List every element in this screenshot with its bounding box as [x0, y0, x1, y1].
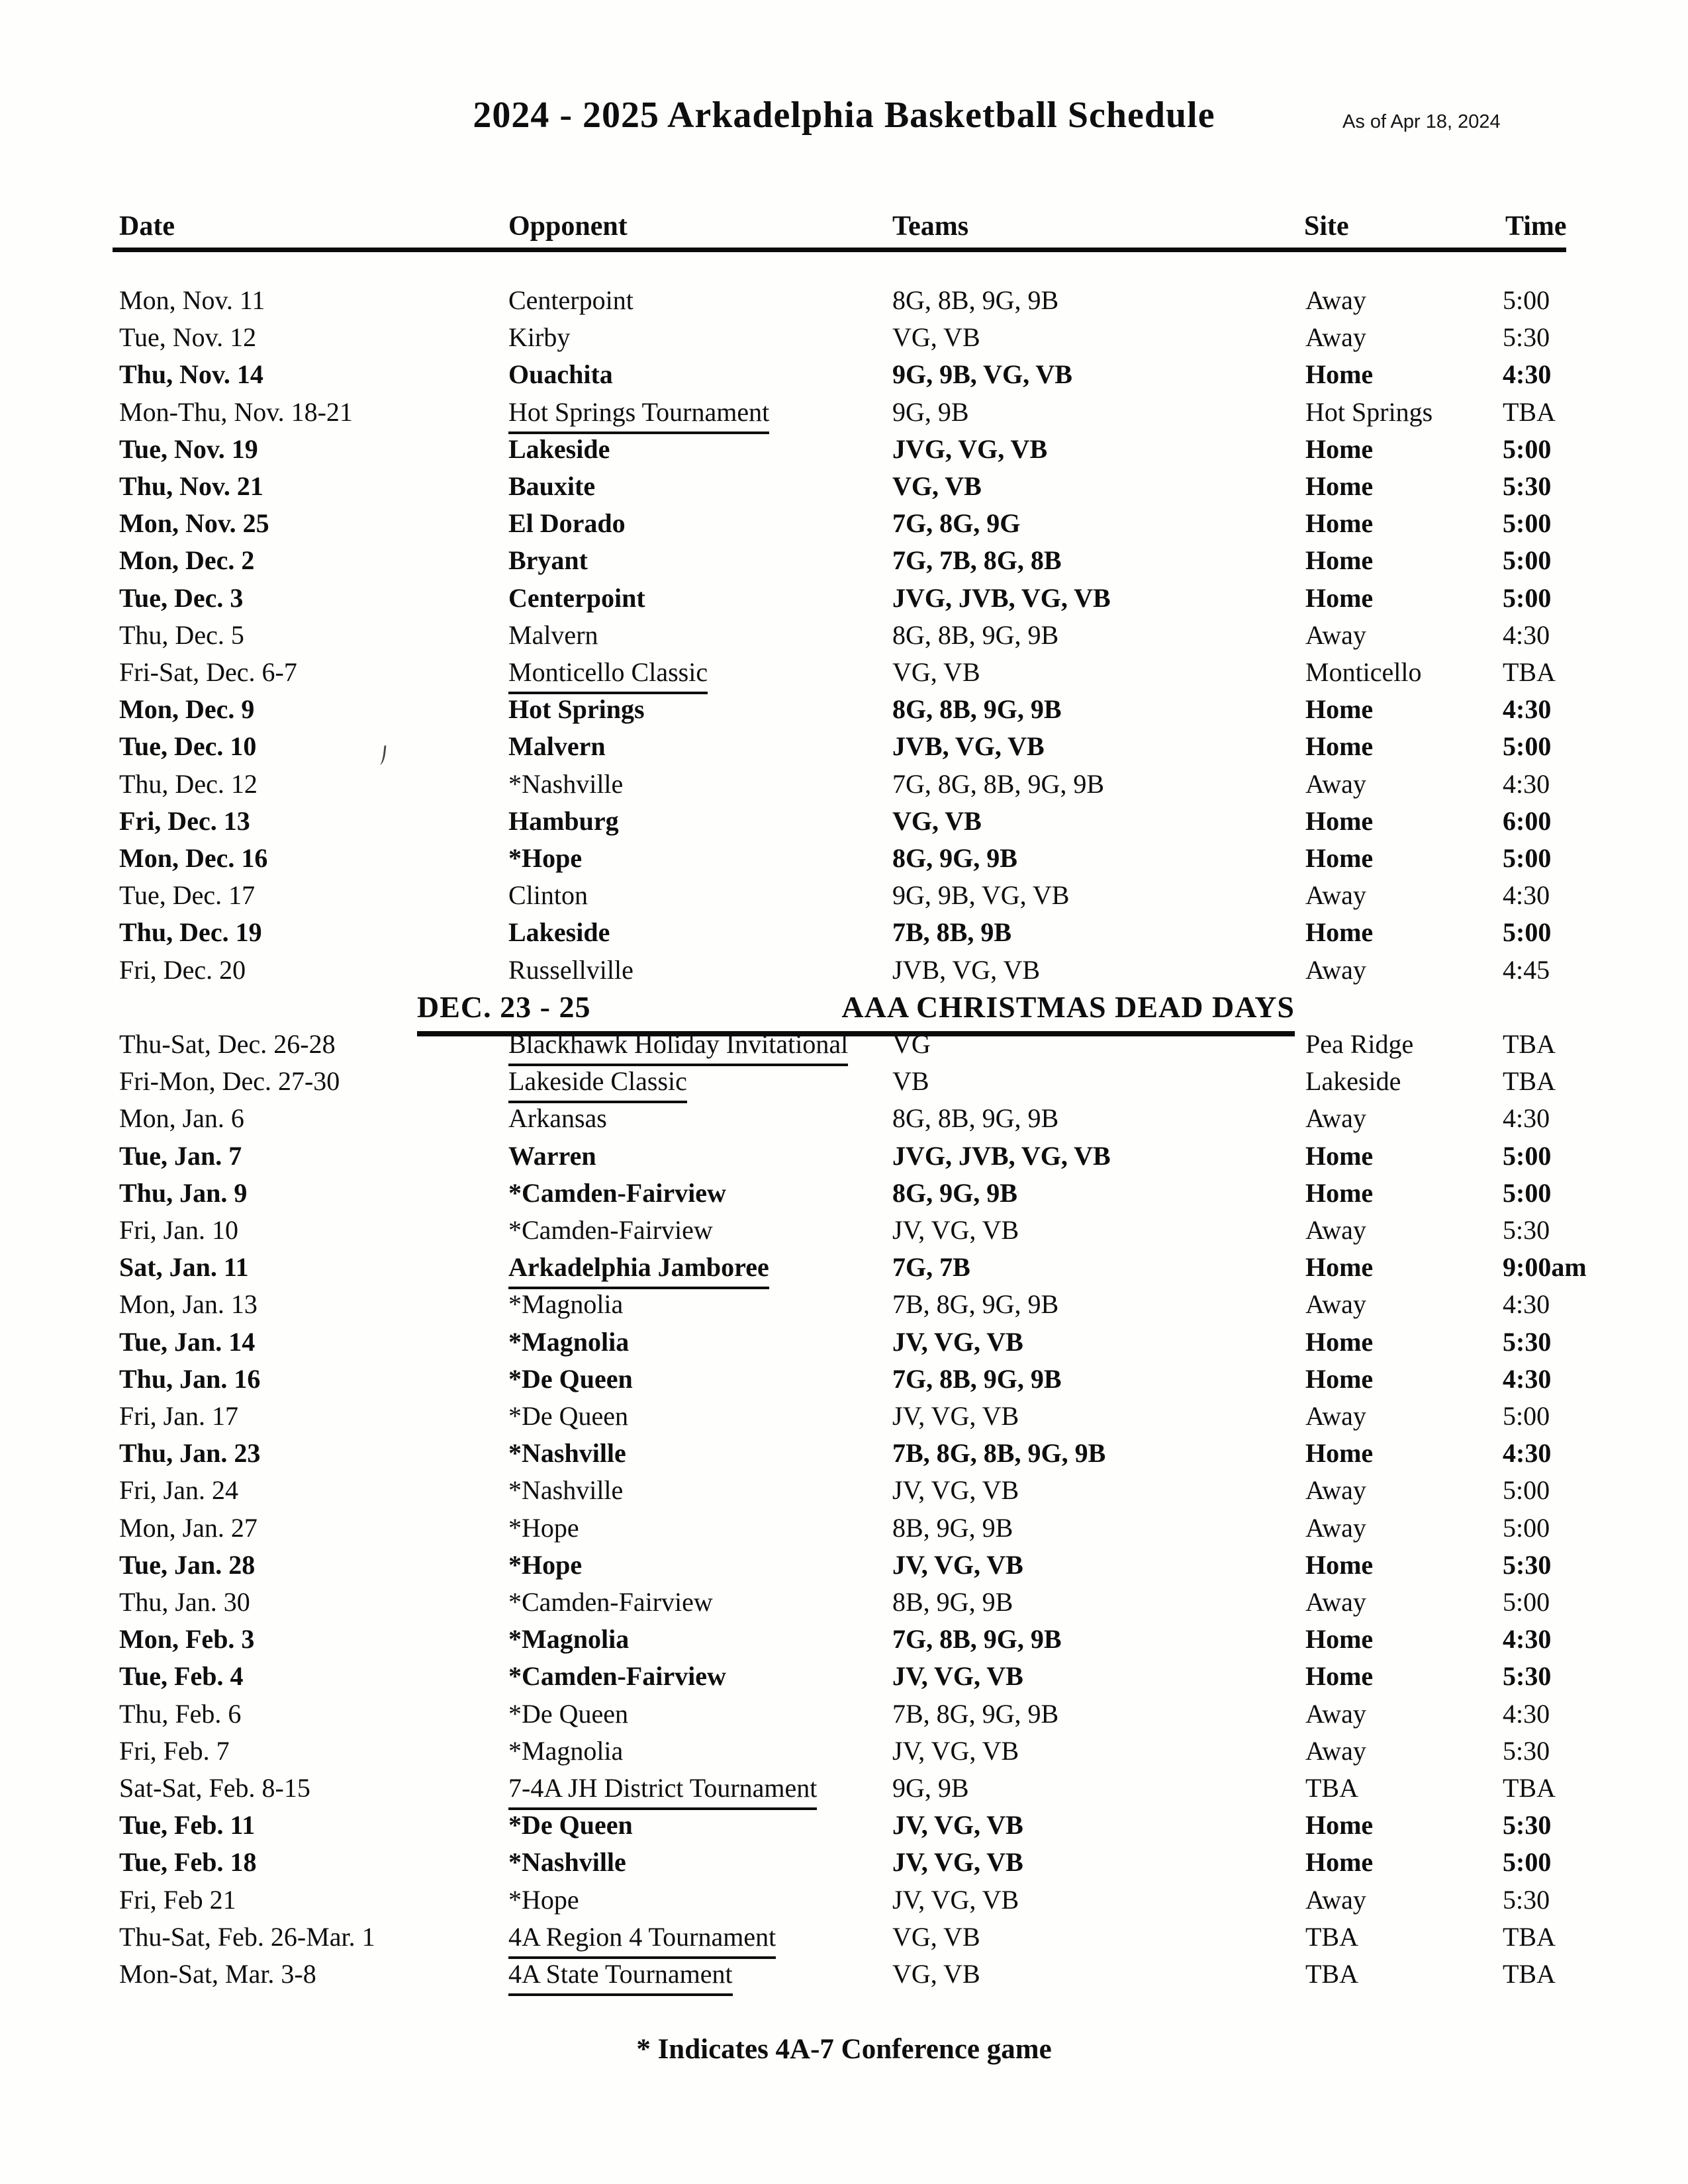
schedule-row [0, 655, 1688, 692]
time-cell: 5:30 [1503, 1810, 1552, 1840]
schedule-row [0, 804, 1688, 841]
opponent-cell: *De Queen [508, 1699, 629, 1729]
date-cell: Fri, Jan. 24 [119, 1475, 238, 1505]
schedule-row [0, 469, 1688, 506]
schedule-row [0, 283, 1688, 320]
teams-cell: JV, VG, VB [892, 1885, 1019, 1915]
site-cell: Away [1305, 285, 1366, 315]
opponent-cell: Warren [508, 1141, 596, 1171]
schedule-row [0, 1920, 1688, 1957]
date-cell: Fri, Dec. 13 [119, 806, 250, 836]
site-cell: Hot Springs [1305, 397, 1433, 427]
schedule-row [0, 841, 1688, 878]
schedule-row [0, 1622, 1688, 1659]
time-cell: 4:30 [1503, 769, 1550, 799]
site-cell: Away [1305, 1401, 1366, 1431]
date-cell: Mon, Jan. 27 [119, 1513, 258, 1543]
schedule-row [0, 1139, 1688, 1176]
header-teams: Teams [892, 211, 969, 242]
date-cell: Thu, Nov. 21 [119, 471, 263, 501]
site-cell: Home [1305, 1847, 1374, 1877]
date-cell: Mon, Jan. 13 [119, 1289, 258, 1319]
date-cell: Mon, Dec. 2 [119, 545, 255, 575]
date-cell: Sat-Sat, Feb. 8-15 [119, 1773, 310, 1803]
time-cell: 5:00 [1503, 731, 1552, 761]
opponent-cell [508, 655, 708, 694]
teams-cell: 7G, 8G, 8B, 9G, 9B [892, 769, 1105, 799]
date-cell: Mon, Feb. 3 [119, 1624, 255, 1654]
opponent-cell: Bauxite [508, 471, 596, 501]
teams-cell: 8G, 8B, 9G, 9B [892, 620, 1059, 650]
teams-cell: 8G, 8B, 9G, 9B [892, 694, 1062, 724]
date-cell: Mon, Jan. 6 [119, 1103, 244, 1133]
time-cell: 5:00 [1503, 285, 1550, 315]
site-cell: Pea Ridge [1305, 1029, 1414, 1059]
site-cell: Away [1305, 1699, 1366, 1729]
date-cell: Sat, Jan. 11 [119, 1252, 249, 1282]
date-cell: Tue, Nov. 12 [119, 322, 257, 352]
schedule-row [0, 953, 1688, 990]
date-cell: Tue, Feb. 18 [119, 1847, 257, 1877]
time-cell: 5:00 [1503, 843, 1552, 873]
site-cell: Home [1305, 1550, 1374, 1580]
schedule-row [0, 395, 1688, 432]
opponent-cell: Lakeside [508, 434, 610, 464]
as-of-date: As of Apr 18, 2024 [1342, 111, 1501, 132]
teams-cell: JV, VG, VB [892, 1215, 1019, 1245]
schedule-row [0, 1362, 1688, 1399]
site-cell: Home [1305, 1810, 1374, 1840]
schedule-row [0, 581, 1688, 618]
teams-cell: 9G, 9B [892, 397, 969, 427]
opponent-cell: Arkansas [508, 1103, 607, 1133]
date-cell: Thu, Dec. 12 [119, 769, 258, 799]
opponent-cell [508, 395, 769, 434]
site-cell: TBA [1305, 1959, 1358, 1989]
opponent-cell: Clinton [508, 880, 588, 910]
schedule-row [0, 1808, 1688, 1845]
tournament-name-underlined: 4A State Tournament [508, 1957, 733, 1996]
tournament-name-underlined: Monticello Classic [508, 655, 708, 694]
time-cell: 5:00 [1503, 434, 1552, 464]
opponent-cell [508, 1250, 769, 1289]
date-cell: Tue, Feb. 4 [119, 1661, 244, 1691]
opponent-cell [508, 1064, 687, 1103]
teams-cell: JV, VG, VB [892, 1550, 1023, 1580]
schedule-row [0, 1176, 1688, 1213]
teams-cell: JV, VG, VB [892, 1661, 1023, 1691]
time-cell: 5:00 [1503, 508, 1552, 538]
site-cell: Away [1305, 1103, 1366, 1133]
date-cell: Mon-Sat, Mar. 3-8 [119, 1959, 316, 1989]
site-cell: Away [1305, 880, 1366, 910]
opponent-cell: *De Queen [508, 1364, 633, 1394]
schedule-row [0, 1213, 1688, 1250]
time-cell: 5:30 [1503, 1327, 1552, 1357]
schedule-row [0, 767, 1688, 804]
time-cell: 5:30 [1503, 1215, 1550, 1245]
schedule-row [0, 729, 1688, 766]
header-opponent: Opponent [508, 211, 628, 242]
schedule-row [0, 1250, 1688, 1287]
site-cell: Home [1305, 1624, 1374, 1654]
time-cell: 4:45 [1503, 955, 1550, 985]
page-title: 2024 - 2025 Arkadelphia Basketball Schedule [473, 95, 1215, 136]
schedule-row [0, 1436, 1688, 1473]
date-cell: Fri, Jan. 17 [119, 1401, 238, 1431]
teams-cell: VG, VB [892, 1922, 980, 1952]
opponent-cell: *Nashville [508, 769, 624, 799]
schedule-row [0, 1771, 1688, 1808]
time-cell: 5:30 [1503, 1550, 1552, 1580]
site-cell: Home [1305, 1364, 1374, 1394]
teams-cell: 8G, 8B, 9G, 9B [892, 1103, 1059, 1133]
time-cell: 4:30 [1503, 1364, 1552, 1394]
site-cell: Home [1305, 1252, 1374, 1282]
header-time: Time [1505, 211, 1567, 242]
date-cell: Fri, Feb. 7 [119, 1736, 230, 1766]
time-cell: 5:00 [1503, 1475, 1550, 1505]
tournament-name-underlined: 7-4A JH District Tournament [508, 1771, 817, 1810]
opponent-cell: Hamburg [508, 806, 619, 836]
site-cell: Home [1305, 694, 1374, 724]
teams-cell: VG, VB [892, 471, 982, 501]
teams-cell: VG, VB [892, 806, 982, 836]
schedule-row [0, 1325, 1688, 1362]
site-cell: Home [1305, 359, 1374, 389]
opponent-cell: Bryant [508, 545, 588, 575]
schedule-row [0, 692, 1688, 729]
date-cell: Thu, Dec. 19 [119, 917, 262, 947]
teams-cell: 7B, 8G, 8B, 9G, 9B [892, 1438, 1106, 1468]
time-cell: 4:30 [1503, 1699, 1550, 1729]
teams-cell: JVG, JVB, VG, VB [892, 1141, 1111, 1171]
schedule-row [0, 1697, 1688, 1734]
site-cell: TBA [1305, 1773, 1358, 1803]
teams-cell: 7G, 8G, 9G [892, 508, 1021, 538]
dead-days-label: AAA CHRISTMAS DEAD DAYS [841, 990, 1295, 1024]
time-cell: 5:30 [1503, 1885, 1550, 1915]
teams-cell: VG, VB [892, 657, 980, 687]
teams-cell: JV, VG, VB [892, 1810, 1023, 1840]
time-cell: 5:00 [1503, 583, 1552, 613]
site-cell: Home [1305, 806, 1374, 836]
schedule-row [0, 543, 1688, 580]
date-cell: Mon, Nov. 11 [119, 285, 265, 315]
date-cell: Tue, Feb. 11 [119, 1810, 256, 1840]
schedule-row [0, 1027, 1688, 1064]
schedule-row [0, 1585, 1688, 1622]
time-cell: 5:30 [1503, 322, 1550, 352]
teams-cell: JV, VG, VB [892, 1736, 1019, 1766]
teams-cell: 9G, 9B, VG, VB [892, 359, 1072, 389]
time-cell: 4:30 [1503, 1289, 1550, 1319]
site-cell: Home [1305, 471, 1374, 501]
time-cell: TBA [1503, 1922, 1556, 1952]
date-cell: Thu, Jan. 9 [119, 1178, 248, 1208]
schedule-row [0, 1659, 1688, 1696]
teams-cell: 7G, 8B, 9G, 9B [892, 1364, 1062, 1394]
tournament-name-underlined: Blackhawk Holiday Invitational [508, 1027, 848, 1066]
opponent-cell: *Magnolia [508, 1624, 630, 1654]
time-cell: 5:30 [1503, 471, 1552, 501]
schedule-row [0, 1101, 1688, 1138]
opponent-cell: *Magnolia [508, 1736, 624, 1766]
site-cell: Away [1305, 1289, 1366, 1319]
schedule-row [0, 1287, 1688, 1324]
date-cell: Thu, Jan. 23 [119, 1438, 261, 1468]
site-cell: Away [1305, 955, 1366, 985]
teams-cell: VG, VB [892, 322, 980, 352]
dead-days-row [0, 990, 1688, 1027]
time-cell: 5:00 [1503, 1141, 1552, 1171]
opponent-cell: *Camden-Fairview [508, 1587, 713, 1617]
site-cell: Away [1305, 1513, 1366, 1543]
date-cell: Tue, Dec. 10 [119, 731, 257, 761]
schedule-row [0, 1064, 1688, 1101]
date-cell: Fri, Jan. 10 [119, 1215, 238, 1245]
date-cell: Tue, Jan. 28 [119, 1550, 256, 1580]
teams-cell: JV, VG, VB [892, 1327, 1023, 1357]
opponent-cell: *Hope [508, 843, 583, 873]
site-cell: Away [1305, 1736, 1366, 1766]
site-cell: Home [1305, 1438, 1374, 1468]
opponent-cell [508, 1027, 848, 1066]
teams-cell: 7B, 8B, 9B [892, 917, 1012, 947]
site-cell: Away [1305, 1475, 1366, 1505]
teams-cell: 7B, 8G, 9G, 9B [892, 1289, 1059, 1319]
date-cell: Thu, Nov. 14 [119, 359, 263, 389]
date-cell: Tue, Jan. 7 [119, 1141, 242, 1171]
opponent-cell: *Nashville [508, 1847, 626, 1877]
time-cell: TBA [1503, 1959, 1556, 1989]
site-cell: Away [1305, 322, 1366, 352]
teams-cell: 7B, 8G, 9G, 9B [892, 1699, 1059, 1729]
opponent-cell: *Nashville [508, 1475, 624, 1505]
site-cell: Home [1305, 1141, 1374, 1171]
site-cell: Away [1305, 1587, 1366, 1617]
date-cell: Mon, Nov. 25 [119, 508, 269, 538]
site-cell: Lakeside [1305, 1066, 1401, 1096]
teams-cell: JV, VG, VB [892, 1401, 1019, 1431]
time-cell: 5:00 [1503, 1178, 1552, 1208]
schedule-row [0, 915, 1688, 952]
opponent-cell: Centerpoint [508, 583, 645, 613]
schedule-row [0, 1511, 1688, 1548]
site-cell: Away [1305, 620, 1366, 650]
header-date: Date [119, 211, 175, 242]
schedule-row [0, 320, 1688, 357]
teams-cell: JVG, JVB, VG, VB [892, 583, 1111, 613]
tournament-name-underlined: Arkadelphia Jamboree [508, 1250, 769, 1289]
table-header [113, 210, 1566, 252]
time-cell: 4:30 [1503, 1438, 1552, 1468]
time-cell: 6:00 [1503, 806, 1552, 836]
opponent-cell: *Hope [508, 1885, 579, 1915]
date-cell: Fri-Mon, Dec. 27-30 [119, 1066, 340, 1096]
opponent-cell: Kirby [508, 322, 571, 352]
site-cell: Home [1305, 508, 1374, 538]
date-cell: Thu, Feb. 6 [119, 1699, 242, 1729]
time-cell: TBA [1503, 397, 1556, 427]
opponent-cell: *Hope [508, 1550, 583, 1580]
schedule-row [0, 878, 1688, 915]
time-cell: 5:00 [1503, 1847, 1552, 1877]
schedule-row [0, 506, 1688, 543]
time-cell: 4:30 [1503, 1624, 1552, 1654]
schedule-row [0, 1399, 1688, 1436]
site-cell: Home [1305, 545, 1374, 575]
site-cell: Home [1305, 731, 1374, 761]
teams-cell: 7G, 8B, 9G, 9B [892, 1624, 1062, 1654]
time-cell: 5:00 [1503, 917, 1552, 947]
tournament-name-underlined: Hot Springs Tournament [508, 395, 769, 434]
date-cell: Fri, Feb 21 [119, 1885, 236, 1915]
opponent-cell: *Camden-Fairview [508, 1178, 726, 1208]
time-cell: 4:30 [1503, 359, 1552, 389]
teams-cell: JV, VG, VB [892, 1475, 1019, 1505]
site-cell: Home [1305, 917, 1374, 947]
opponent-cell: El Dorado [508, 508, 626, 538]
date-cell: Mon, Dec. 9 [119, 694, 255, 724]
time-cell: 5:00 [1503, 1587, 1550, 1617]
opponent-cell: *Hope [508, 1513, 579, 1543]
schedule-row [0, 1883, 1688, 1920]
time-cell: TBA [1503, 1066, 1556, 1096]
site-cell: Home [1305, 1178, 1374, 1208]
site-cell: Away [1305, 769, 1366, 799]
date-cell: Tue, Jan. 14 [119, 1327, 256, 1357]
teams-cell: 8G, 8B, 9G, 9B [892, 285, 1059, 315]
teams-cell: JV, VG, VB [892, 1847, 1023, 1877]
site-cell: Away [1305, 1885, 1366, 1915]
date-cell: Mon-Thu, Nov. 18-21 [119, 397, 353, 427]
date-cell: Thu, Dec. 5 [119, 620, 244, 650]
site-cell: Home [1305, 843, 1374, 873]
time-cell: TBA [1503, 657, 1556, 687]
schedule-row [0, 1734, 1688, 1771]
date-cell: Tue, Nov. 19 [119, 434, 258, 464]
teams-cell: JVB, VG, VB [892, 731, 1045, 761]
opponent-cell [508, 1771, 817, 1810]
opponent-cell: *Camden-Fairview [508, 1661, 726, 1691]
schedule-row [0, 1957, 1688, 1994]
teams-cell: 8G, 9G, 9B [892, 1178, 1017, 1208]
site-cell: Away [1305, 1215, 1366, 1245]
opponent-cell: *De Queen [508, 1810, 633, 1840]
teams-cell: VG [892, 1029, 931, 1059]
opponent-cell: *De Queen [508, 1401, 629, 1431]
teams-cell: 8G, 9G, 9B [892, 843, 1017, 873]
opponent-cell: Russellville [508, 955, 633, 985]
schedule-row [0, 1845, 1688, 1882]
date-cell: Fri, Dec. 20 [119, 955, 246, 985]
time-cell: 4:30 [1503, 880, 1550, 910]
teams-cell: JVB, VG, VB [892, 955, 1041, 985]
schedule-row [0, 1548, 1688, 1585]
opponent-cell: Malvern [508, 620, 598, 650]
opponent-cell: Ouachita [508, 359, 613, 389]
site-cell: Home [1305, 434, 1374, 464]
time-cell: 5:30 [1503, 1661, 1552, 1691]
opponent-cell: Malvern [508, 731, 606, 761]
teams-cell: 7G, 7B [892, 1252, 970, 1282]
site-cell: TBA [1305, 1922, 1358, 1952]
site-cell: Monticello [1305, 657, 1422, 687]
opponent-cell: *Magnolia [508, 1289, 624, 1319]
teams-cell: 9G, 9B [892, 1773, 969, 1803]
time-cell: 9:00am [1503, 1252, 1587, 1282]
site-cell: Home [1305, 1661, 1374, 1691]
teams-cell: 7G, 7B, 8G, 8B [892, 545, 1062, 575]
time-cell: 5:30 [1503, 1736, 1550, 1766]
teams-cell: 9G, 9B, VG, VB [892, 880, 1070, 910]
time-cell: 4:30 [1503, 694, 1552, 724]
time-cell: 4:30 [1503, 1103, 1550, 1133]
date-cell: Tue, Dec. 3 [119, 583, 244, 613]
time-cell: 4:30 [1503, 620, 1550, 650]
opponent-cell [508, 1957, 733, 1996]
date-cell: Thu-Sat, Dec. 26-28 [119, 1029, 336, 1059]
date-cell: Thu-Sat, Feb. 26-Mar. 1 [119, 1922, 375, 1952]
site-cell: Home [1305, 1327, 1374, 1357]
tournament-name-underlined: Lakeside Classic [508, 1064, 687, 1103]
footer-note: * Indicates 4A-7 Conference game [636, 2034, 1052, 2065]
time-cell: 5:00 [1503, 1513, 1550, 1543]
opponent-cell: Lakeside [508, 917, 610, 947]
opponent-cell: *Magnolia [508, 1327, 630, 1357]
date-cell: Mon, Dec. 16 [119, 843, 268, 873]
dead-days-dates: DEC. 23 - 25 [417, 990, 591, 1024]
teams-cell: 8B, 9G, 9B [892, 1587, 1013, 1617]
opponent-cell: Centerpoint [508, 285, 633, 315]
header-site: Site [1304, 211, 1349, 242]
opponent-cell: *Camden-Fairview [508, 1215, 713, 1245]
opponent-cell [508, 1920, 776, 1959]
opponent-cell: *Nashville [508, 1438, 626, 1468]
teams-cell: VB [892, 1066, 929, 1096]
teams-cell: JVG, VG, VB [892, 434, 1048, 464]
time-cell: TBA [1503, 1029, 1556, 1059]
date-cell: Fri-Sat, Dec. 6-7 [119, 657, 297, 687]
teams-cell: 8B, 9G, 9B [892, 1513, 1013, 1543]
date-cell: Thu, Jan. 16 [119, 1364, 261, 1394]
schedule-row [0, 1473, 1688, 1510]
tournament-name-underlined: 4A Region 4 Tournament [508, 1920, 776, 1959]
date-cell: Tue, Dec. 17 [119, 880, 256, 910]
time-cell: 5:00 [1503, 545, 1552, 575]
time-cell: TBA [1503, 1773, 1556, 1803]
schedule-row [0, 432, 1688, 469]
teams-cell: VG, VB [892, 1959, 980, 1989]
time-cell: 5:00 [1503, 1401, 1550, 1431]
site-cell: Home [1305, 583, 1374, 613]
date-cell: Thu, Jan. 30 [119, 1587, 250, 1617]
schedule-row [0, 618, 1688, 655]
schedule-row [0, 357, 1688, 394]
opponent-cell: Hot Springs [508, 694, 645, 724]
